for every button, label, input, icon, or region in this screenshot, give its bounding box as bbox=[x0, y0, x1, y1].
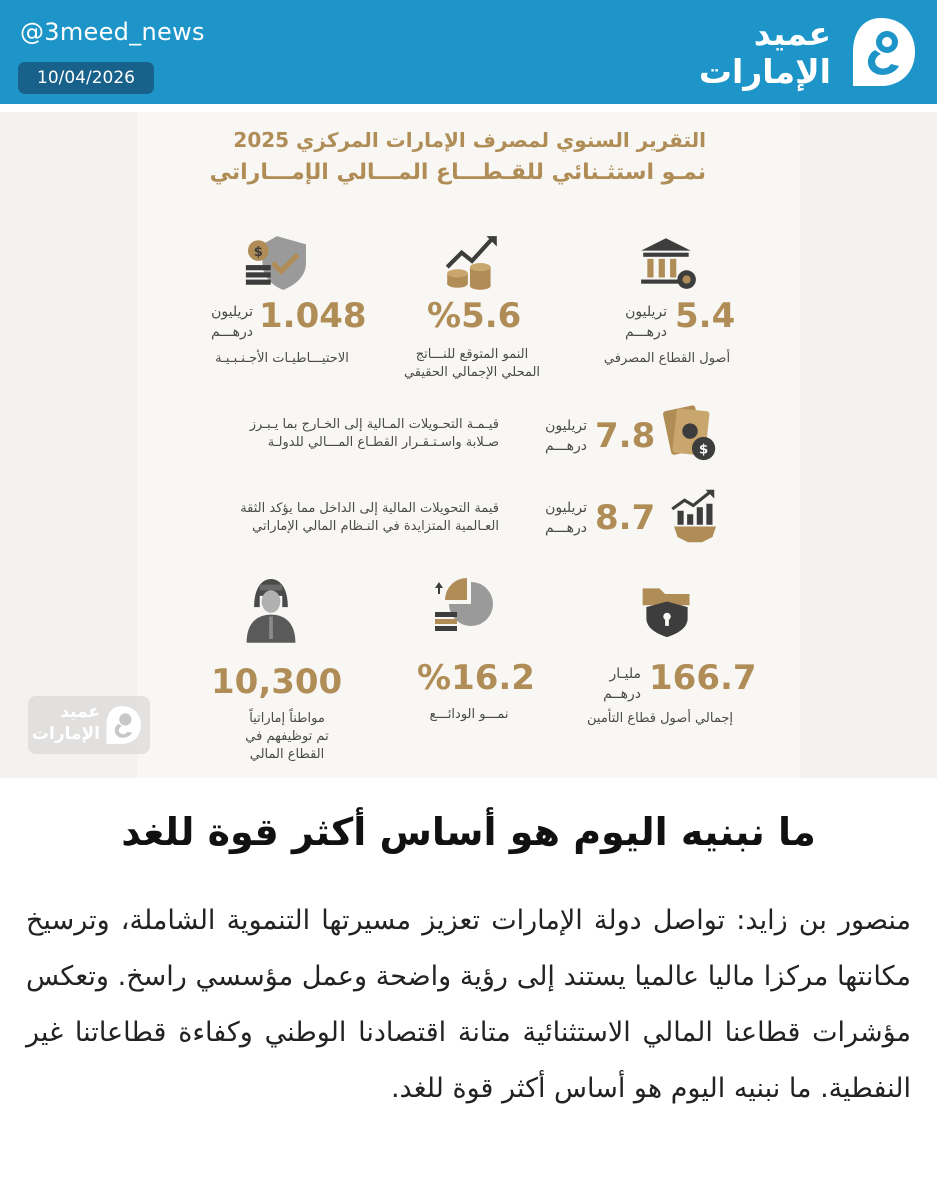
date-badge: 10/04/2026 bbox=[18, 62, 154, 94]
pie-coins-icon bbox=[433, 574, 497, 638]
stat-value: 5.4 bbox=[675, 296, 736, 336]
brand-name-bottom: الإمارات bbox=[698, 52, 831, 91]
stat-value: 1.048 bbox=[259, 296, 367, 336]
infographic-subtitle: نمـو استثـنائي للقـطـــاع المـــالي الإمـــاراتي bbox=[209, 160, 706, 185]
svg-text:$: $ bbox=[698, 441, 709, 458]
stat-unit: تريليون درهـــم bbox=[545, 418, 587, 454]
stat-unit: تريليون درهـــم bbox=[545, 500, 587, 536]
watermark-bottom: الإمارات bbox=[31, 724, 100, 744]
stat-unit: تريليون درهـــم bbox=[211, 304, 253, 340]
money-transfer-icon bbox=[659, 402, 721, 464]
stat-value: 10,300 bbox=[211, 662, 343, 702]
stat-unit: مليـار درهــم bbox=[603, 666, 641, 702]
stat-value: 166.7 bbox=[649, 658, 757, 698]
stat-caption: إجمالي أصول قطاع التأمين bbox=[587, 711, 733, 726]
svg-text:$: $ bbox=[253, 244, 264, 260]
stat-value: 7.8 bbox=[595, 416, 656, 456]
stat-caption: نمـــو الودائـــع bbox=[429, 707, 509, 722]
infographic-image bbox=[0, 112, 937, 778]
stat-value: %5.6 bbox=[427, 296, 522, 336]
stat-caption: مواطناً إماراتياً تم توظيفهم في القطاع المالي bbox=[245, 711, 329, 762]
stat-caption: قيمة التحويلات المالية إلى الداخل مما يؤكد الثقة العـالمية المتزايدة في النـظام المالي الإماراتي bbox=[240, 501, 499, 534]
brand-name-top: عميد bbox=[753, 14, 831, 53]
header-bar bbox=[0, 0, 937, 104]
3meed-logo-icon bbox=[845, 16, 917, 88]
stat-caption: النمو المتوقع للنـــاتج المحلي الإجمالي الحقيقي bbox=[403, 347, 541, 380]
watermark-logo bbox=[28, 696, 150, 754]
brand-logo[interactable] bbox=[698, 12, 917, 92]
account-handle[interactable]: @3meed_news bbox=[20, 18, 205, 46]
stat-unit: تريليون درهـــم bbox=[625, 304, 667, 340]
growth-coins-icon bbox=[441, 232, 503, 294]
infographic-title: التقرير السنوي لمصرف الإمارات المركزي 2025 bbox=[233, 128, 706, 152]
watermark-top: عميد bbox=[60, 702, 100, 722]
bank-gear-icon bbox=[637, 234, 699, 292]
article-body: منصور بن زايد: تواصل دولة الإمارات تعزيز مسيرتها التنموية الشاملة، وترسيخ مكانتها مركزا ماليا عالميا يستند إلى رؤية واضحة وعمل مؤسسي راسخ. وتعكس مؤشرات قطاعنا المالي الاستثنائية متانة اقتصادنا الوطني وكفاءة قطاعاتنا غير النفطية. ما نبنيه اليوم هو أساس أكثر قوة للغد. bbox=[26, 905, 911, 1104]
emirati-person-icon bbox=[241, 574, 301, 644]
stat-value: 8.7 bbox=[595, 498, 656, 538]
stat-caption: الاحتيـــاطيـات الأجـنـبـيـة bbox=[215, 351, 349, 366]
shield-coins-icon bbox=[241, 234, 315, 292]
stat-caption: قيـمـة التحـويلات المـالية إلى الخـارج بما يـبـرز صـلابة واسـتـقـرار القطـاع المـــالي للدولـة bbox=[249, 417, 499, 450]
3meed-logo-icon bbox=[102, 705, 142, 745]
stat-caption: أصول القطاع المصرفي bbox=[603, 351, 731, 366]
chart-gear-icon bbox=[667, 486, 723, 546]
secure-folder-icon bbox=[637, 578, 697, 640]
infographic-canvas bbox=[137, 112, 800, 778]
stat-value: %16.2 bbox=[417, 658, 535, 698]
article-headline: ما نبنيه اليوم هو أساس أكثر قوة للغد bbox=[121, 810, 816, 854]
